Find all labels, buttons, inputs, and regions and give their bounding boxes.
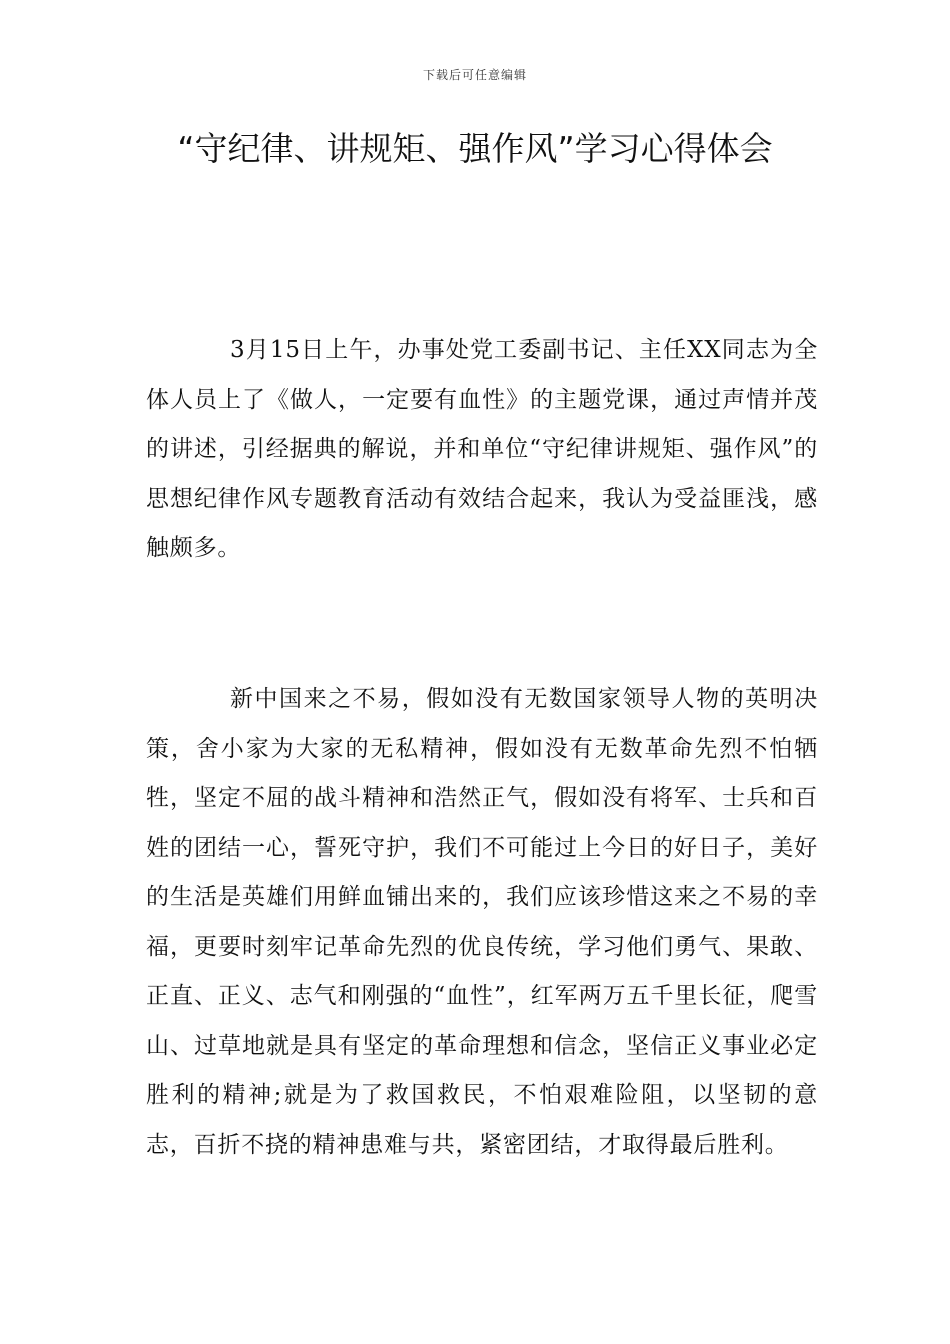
header-note: 下载后可任意编辑 xyxy=(422,68,527,82)
document-title: “守纪律、讲规矩、强作风”学习心得体会 xyxy=(177,129,773,168)
paragraph-1: 3月15日上午，办事处党工委副书记、主任XX同志为全体人员上了《做人，一定要有血性》的主题党课，通过声情并茂的讲述，引经据典的解说，并和单位“守纪律讲规矩、强作风”的思想纪律作风专题教育活动有效结合起来，我认为受益匪浅，感触颇多。 xyxy=(146,337,818,561)
paragraph-2: 新中国来之不易，假如没有无数国家领导人物的英明决策，舍小家为大家的无私精神，假如没有无数革命先烈不怕牺牲，坚定不屈的战斗精神和浩然正气，假如没有将军、士兵和百姓的团结一心，誓死守护，我们不可能过上今日的好日子，美好的生活是英雄们用鲜血铺出来的，我们应该珍惜这来之不易的幸福，更要时刻牢记革命先烈的优良传统，学习他们勇气、果敢、正直、正义、志气和刚强的“血性”，红军两万五千里长征，爬雪山、过草地就是具有坚定的革命理想和信念，坚信正义事业必定胜利的精神;就是为了救国救民，不怕艰难险阻，以坚韧的意志，百折不挠的精神患难与共，紧密团结，才取得最后胜利。 xyxy=(146,686,818,1158)
